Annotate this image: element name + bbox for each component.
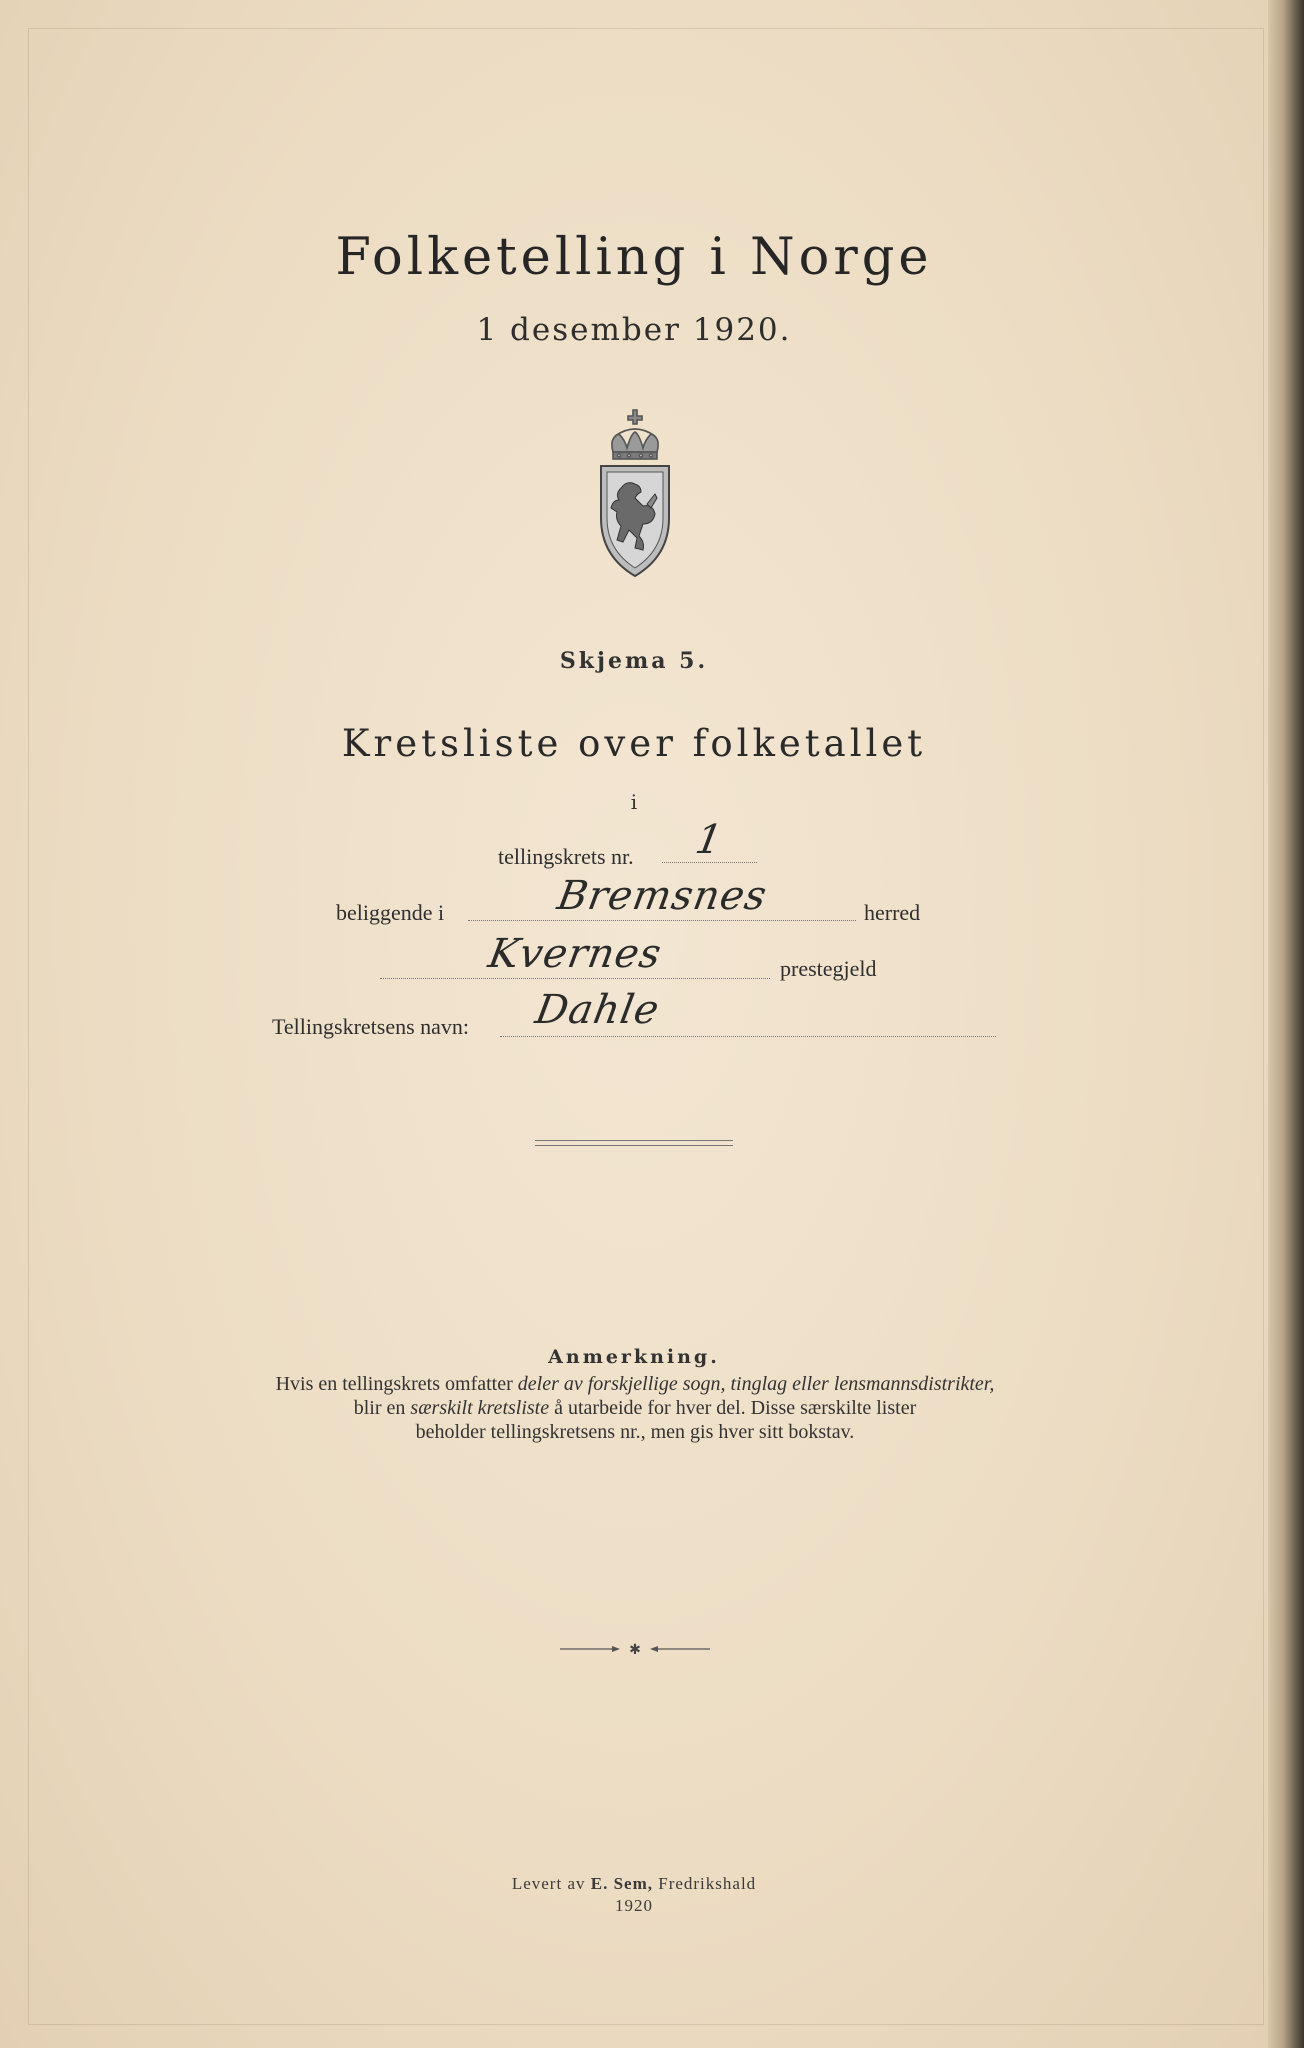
section-divider (535, 1140, 733, 1146)
page-title: Folketelling i Norge (335, 228, 933, 287)
note-line-3: beholder tellingskretsens nr., men gis hver sitt bokstav. (415, 1421, 855, 1443)
svg-text:✱: ✱ (629, 1642, 641, 1656)
preposition-i: i (630, 790, 638, 814)
prestegjeld-field[interactable] (380, 932, 770, 979)
document-subtitle: Kretsliste over folketallet (341, 722, 927, 765)
beliggende-label: beliggende i (336, 900, 445, 925)
note-body (200, 1372, 1070, 1444)
herred-value: Bremsnes (553, 873, 771, 919)
krets-label: tellingskrets nr. (498, 844, 634, 869)
prestegjeld-value: Kvernes (484, 931, 666, 977)
navn-label: Tellingskretsens navn: (272, 1014, 470, 1039)
coat-of-arms-icon (595, 408, 675, 578)
printer-name: E. Sem, (590, 1874, 653, 1893)
krets-number-value: 1 (692, 817, 727, 863)
navn-field[interactable] (500, 988, 996, 1037)
herred-label: herred (864, 900, 921, 925)
note-line-2 (200, 1396, 1070, 1420)
prestegjeld-label: prestegjeld (780, 956, 877, 981)
scan-edge (1268, 0, 1304, 2048)
printer-year: 1920 (615, 1896, 653, 1915)
note-line-1-text: Hvis en tellingskrets omfatter (275, 1373, 518, 1395)
census-date: 1 desember 1920. (476, 312, 792, 348)
printer-prefix: Levert av (511, 1874, 591, 1893)
ornament-divider-icon (560, 1642, 710, 1656)
note-line-1-emphasis: deler av forskjellige sogn, tinglag eller lensmannsdistrikter, (517, 1373, 995, 1395)
krets-number-field[interactable] (662, 818, 757, 863)
printer-city: Fredrikshald (652, 1874, 757, 1893)
schema-number: Skjema 5. (559, 648, 709, 674)
note-heading: Anmerkning. (548, 1346, 720, 1368)
herred-field[interactable] (468, 874, 856, 921)
note-line-1 (200, 1372, 1070, 1396)
note-line-2-text: blir en (353, 1397, 411, 1419)
navn-value: Dahle (532, 987, 664, 1033)
note-line-2-tail: å utarbeide for hver del. Disse særskilte lister (549, 1397, 917, 1419)
printer-line (0, 1874, 1268, 1894)
note-line-2-emphasis: særskilt kretsliste (410, 1397, 550, 1419)
